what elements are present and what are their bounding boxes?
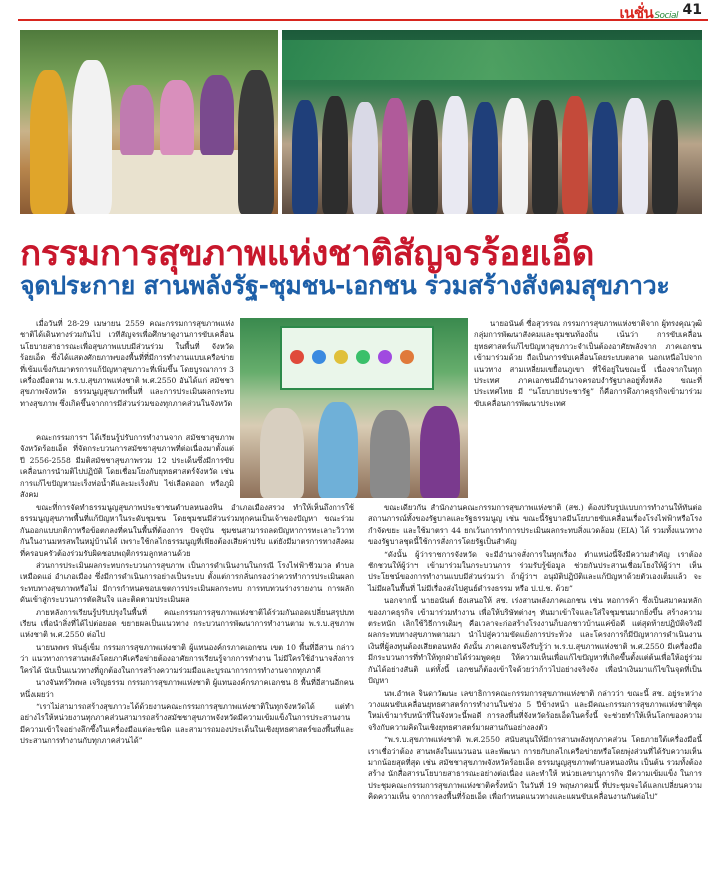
- photo-poster-board: [280, 326, 434, 390]
- paragraph: ขณะเดียวกัน สำนักงานคณะกรรมการสุขภาพแห่งชาติ (สช.) ต้องปรับรูปแบบการทำงานให้ทันต่อสถานการณ์ทั้งของรัฐบาลและรัฐธรรมนูญ เช่น ขณะนี้รัฐบาลมีนโยบายขับเคลื่อนเรื่องโรงไฟฟ้าหรือโรงกำจัดขยะ และใช้มาตรา 44 ยกเว้นการทำการประเมินผลกระทบสิ่งแวดล้อม (EIA) ได้ รวมทั้งแนวทางของรัฐบาลชุดนี้ใช้การสั่งการโดยรัฐเป็นสำคัญ: [368, 503, 702, 547]
- right-column-body: [368, 502, 702, 804]
- masthead-rule: [18, 19, 708, 21]
- photo-group-committee: [282, 30, 702, 214]
- paragraph: เมื่อวันที่ 28-29 เมษายน 2559 คณะกรรมการสุขภาพแห่งชาติได้เดินทางร่วมกันไป เวทีสัญจรเพื่อศึกษาดูงานการขับเคลื่อนนโยบายสาธารณะเพื่อสุขภาพแบบมีส่วนร่วม ในพื้นที่ จังหวัดร้อยเอ็ด ซึ่งได้แสดงศักยภาพของพื้นที่ที่มีการทำงานแบบเครือข่ายที่เข้มแข็งกับมาตรการแก้ปัญหาสุขภาวะที่เพิ่มขึ้น โดยบูรณาการ 3 เครื่องมือตาม พ.ร.บ.สุขภาพแห่งชาติ พ.ศ.2550 อันได้แก่ สมัชชาสุขภาพจังหวัด ธรรมนูญสุขภาพพื้นที่ และการประเมินผลกระทบทางสุขภาพ ซึ่งเกิดขึ้นจากการมีส่วนร่วมของทุกภาคส่วนในจังหวัด: [20, 319, 234, 408]
- paragraph: ส่วนการประเมินผลกระทบกระบวนการสุขภาพ เป็นการดำเนินงานในกรณี โรงไฟฟ้าชีวมวล ตำบลเหมือดแอ่ อำเภอเมือง ซึ่งมีการดำเนินการอย่างเป็นระบบ ตั้งแต่การกลั่นกรองว่าควรทำการประเมินผลกระทบทางสุขภาพหรือไม่ มีการกำหนดขอบเขตการประเมินผลกระทบ การทบทวนร่างรายงาน การผลักดันเข้าสู่กระบวนการตัดสินใจ และติดตามประเมินผล: [20, 561, 354, 605]
- paragraph: นพ.อำพล จินดาวัฒนะ เลขาธิการคณะกรรมการสุขภาพแห่งชาติ กล่าวว่า ขณะนี้ สช. อยู่ระหว่างวางแผนขับเคลื่อนยุทธศาสตร์การทำงานในช่วง 5 ปีข้างหน้า และมีคณะกรรมการสุขภาพแห่งชาติชุดใหม่เข้ามารับหน้าที่ในจังหวะนี้พอดี การลงพื้นที่จังหวัดร้อยเอ็ดในครั้งนี้ จะช่วยทำให้เห็นโลกของความจริงกับความคิดในเชิงยุทธศาสตร์มาผสานกันอย่างลงตัว: [368, 688, 702, 732]
- headline: กรรมการสุขภาพแห่งชาติสัญจรร้อยเอ็ด: [20, 234, 594, 274]
- paragraph: นายอนันต์ ซื่อสุวรรณ กรรมการสุขภาพแห่งชาติจาก ผู้ทรงคุณวุฒิ กลุ่มการพัฒนาสังคมและชุมชนท้องถิ่น เน้นว่า การขับเคลื่อนยุทธศาสตร์แก้ไขปัญหาสุขภาวะจำเป็นต้องอาศัยพลังจาก ภาคเอกชน เข้ามาร่วมด้วย ถือเป็นการขับเคลื่อนโดยระบบตลาด นอกเหนือไปจากแนวทาง สามเหลี่ยมเขยื้อนภูเขา ที่ใช้อยู่ในขณะนี้ เนื่องจากในทุกประเทศ ภาคเอกชนมีอำนาจครอบงำรัฐบาลอยู่ทั้งหลัง ขณะที่ประเทศไทย มี “นโยบายประชารัฐ” ก็คือการดึงภาคธุรกิจเข้ามาร่วมขับเคลื่อนการพัฒนาประเทศ: [474, 319, 702, 408]
- paragraph: นายนพพร พันธุ์เข็ม กรรมการสุขภาพแห่งชาติ ผู้แทนองค์กรภาคเอกชน เขต 10 พื้นที่อีสาน กล่าวว่า แนวทางการสานพลังโดยภาคีเครือข่ายต้องอาศัยการเรียนรู้จากการทำงาน ไม่มีใครใช้อำนาจสั่งการใครได้ นับเป็นแนวทางที่ถูกต้องในการสร้างความร่วมมือและบูรณาการการทำงานจากทุกภาคี: [20, 642, 354, 675]
- paragraph: ขณะที่การจัดทำธรรมนูญสุขภาพประชาชนตำบลหนองหิน อำเภอเมืองสรวง ทำให้เห็นถึงการใช้ธรรมนูญสุขภาพพื้นที่แก้ปัญหาในระดับชุมชน โดยชุมชนมีส่วนร่วมทุกคนเป็นเจ้าของปัญหา ขณะร่วมกันออกแบบกติกาหรือข้อตกลงที่คนในพื้นที่ต้องการ ปัจจุบัน ชุมชนสามารถลดปัญหาการทะเลาะวิวาทกันในงานมหรสพในหมู่บ้านได้ เพราะใช้กลไกธรรมนูญที่เพียงต้องเสียค่าปรับ แต่ยังมีมาตรการทางสังคมที่ครอบครัวต้องร่วมรับผิดชอบพฤติกรรมลูกหลานด้วย: [20, 503, 354, 558]
- quote-paragraph: “พ.ร.บ.สุขภาพแห่งชาติ พ.ศ.2550 สนับสนุนให้มีการสานพลังทุกภาคส่วน โดยภายใต้เครื่องมือนี้ เราเชื่อว่าต้อง สานพลังในแนวนอน และพัฒนา การยกับกลไกเครือข่ายหรือโดยพุ่งส่วนที่ได้รับความเห็นมากน้อยสุดที่สุด เช่น สมัชชาสุขภาพจังหวัดร้อยเอ็ด ธรรมนูญสุขภาพตำบลหนองหิน เป็นต้น รวมทั้งต้องสร้าง นักสื่อสารนโยบายสาธารณะอย่างต่อเนื่อง และทำให้ หน่วยเลขานุการกิจ มีความเข้มแข็ง ในการประชุมคณะกรรมการสุขภาพแห่งชาติครั้งหน้า ในวันที่ 19 พฤษภาคมนี้ ที่ประชุมจะได้แลกเปลี่ยนความคิดความเห็น จากการลงพื้นที่ร้อยเอ็ด เพื่อกำหนดแนวทางและแผนขับเคลื่อนงานกันต่อไป”: [368, 735, 702, 802]
- publication-logo: [619, 1, 678, 25]
- logo-text: เนชั่น: [619, 4, 654, 22]
- page-number: 41: [682, 2, 702, 18]
- photo-backdrop-banner: [282, 40, 702, 80]
- masthead: [0, 0, 720, 22]
- paragraph: นอกจากนี้ นายอนันต์ ยังเสนอให้ สช. เร่งสานพลังภาคเอกชน เช่น หอการค้า ซึ่งเป็นสมาคมหลักของภาคธุรกิจ เข้ามาร่วมทำงาน เพื่อให้บริษัทต่างๆ หันมาเข้าใจและใส่ใจชุมชนมากยิ่งขึ้น สร้างความตระหนัก เลิกใช้วิธีการเดิมๆ คือเวลาจะก่อสร้างโรงงานก็บอกชาวบ้านแค่ข้อดี แต่สุดท้ายปฏิบัติจริงมีผลกระทบทางสุขภาพตามมา นำไปสู่ความขัดแย้งการประท้วง และโครงการก็มีปัญหาการดำเนินงาน เงินที่ผู้ลงทุนต้องเสียตอนหลัง ดังนั้น ภาคเอกชนจึงรับรู้ว่า พ.ร.บ.สุขภาพแห่งชาติ พ.ศ.2550 มีเครื่องมือ มีกระบวนการที่ทำให้ทุกฝ่ายได้ร่วมพูดคุย ให้ความเห็นเพื่อแก้ไขปัญหาที่เกิดขึ้นตั้งแต่ต้นเพื่อให้อยู่ร่วมกันได้อย่างสันติ แต่ทั้งนี้ เอกชนก็ต้องเข้าใจด้วยว่าก้าวไปอย่างจริงจัง เพื่อนำเงินมาแก้ไขในจุดที่เป็นปัญหา: [368, 596, 702, 686]
- paragraph: นางจันทร์วิพพล เจริญธรรม กรรมการสุขภาพแห่งชาติ ผู้แทนองค์กรภาคเอกชน 8 พื้นที่อีสานอีกคนหนึ่งเผยว่า: [20, 678, 354, 699]
- paragraph: คณะกรรมการฯ ได้เรียนรู้ปรับการทำงานจาก สมัชชาสุขภาพจังหวัดร้อยเอ็ด ที่จัดกระบวนการสมัชชาสุขภาพที่ต่อเนื่องมาตั้งแต่ปี 2556-2558 มีมติสมัชชาสุขภาพรวม 12 ประเด็นซึ่งมีการขับเคลื่อนการนำมติไปปฏิบัติ โดยเชื่อมโยงกับยุทธศาสตร์จังหวัด เช่น การแก้ไขปัญหามะเร็งท่อน้ำดีและมะเร็งตับ ไข่เลือดออก หรือภูมิสังคม: [20, 433, 234, 500]
- left-column-mid: [20, 432, 234, 501]
- photo-handicraft-display: [20, 30, 278, 214]
- subheadline: จุดประกาย สานพลังรัฐ-ชุมชน-เอกชน ร่วมสร้างสังคมสุขภาวะ: [20, 271, 670, 300]
- photo-community-seniors: [240, 318, 468, 498]
- quote-paragraph: “ดังนั้น ผู้ว่าราชการจังหวัด จะมีอำนาจสั่งการในทุกเรื่อง ตำแหน่งนี้จึงมีความสำคัญ เราต้องชักชวนให้ผู้ว่าฯ เข้ามาร่วมในกระบวนการ ร่วมรับรู้ข้อมูล ช่วยกันประสานเชื่อมโยงให้ผู้ว่าฯ เห็นประโยชน์ของการทำงานแบบมีส่วนร่วมว่า ถ้าผู้ว่าฯ อนุมัติปฏิบัติและแก้ปัญหาด้วยตัวเองเต็มแล้ว จะไม่มีผลในพื้นที่ ไม่มีเรื่องส่งไปศูนย์ดำรงธรรม หรือ ป.ป.ช. ด้วย”: [368, 549, 702, 593]
- paragraph: ภายหลังการเรียนรู้ปรับปรุงในพื้นที่ คณะกรรมการสุขภาพแห่งชาติได้ร่วมกันถอดเปลี่ยนสรุปบทเรียน เพื่อนำสิ่งที่ได้ไปต่อยอด ขยายผลเป็นแนวทาง กระบวนการพัฒนาการทำงานตาม พ.ร.บ.สุขภาพแห่งชาติ พ.ศ.2550 ต่อไป: [20, 607, 354, 640]
- quote-paragraph: “เราไม่สามารถสร้างสุขภาวะได้ด้วยงานคณะกรรมการสุขภาพแห่งชาติในทุกจังหวัดได้ แต่ทำอย่างไรให้หน่วยงานทุกภาคส่วนสามารถสร้างสมัชชาสุขภาพจังหวัดมีความเข้มแข็งในการประสานงาน มีความเข้าใจอย่างลึกซึ้งในเครื่องมือแต่ละชนิด และสามารถมองประเด็นในเชิงยุทธศาสตร์ของพื้นที่และประสานการทำงานกับทุกภาคส่วนได้”: [20, 701, 354, 746]
- logo-sub-text: Social: [654, 11, 678, 21]
- left-column-top: [20, 318, 234, 410]
- left-column-body: [20, 502, 354, 748]
- right-column-top: [474, 318, 702, 410]
